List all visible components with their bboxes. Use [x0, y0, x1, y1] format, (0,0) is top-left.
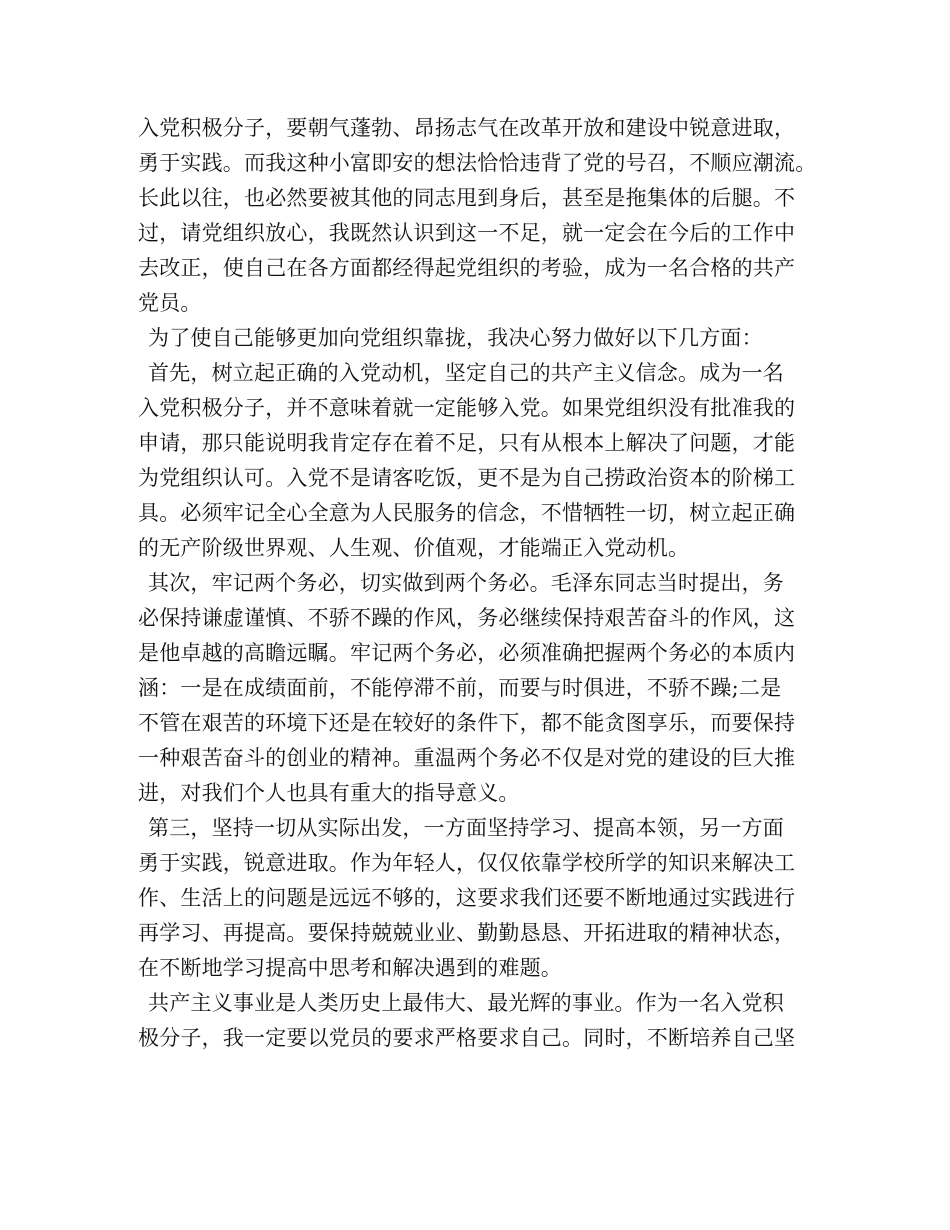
- text-line: 极分子，我一定要以党员的要求严格要求自己。同时，不断培养自己坚: [138, 1026, 796, 1050]
- text-line: 必保持谦虚谨慎、不骄不躁的作风，务必继续保持艰苦奋斗的作风，这: [138, 606, 796, 630]
- text-line: 作、生活上的问题是远远不够的，这要求我们还要不断地通过实践进行: [138, 886, 796, 910]
- text-line: 在不断地学习提高中思考和解决遇到的难题。: [138, 956, 562, 980]
- text-line: 共产主义事业是人类历史上最伟大、最光辉的事业。作为一名入党积: [148, 991, 784, 1015]
- text-line: 进，对我们个人也具有重大的指导意义。: [138, 781, 520, 805]
- text-line: 具。必须牢记全心全意为人民服务的信念，不惜牺牲一切，树立起正确: [138, 501, 796, 525]
- text-line: 党员。: [138, 291, 202, 315]
- text-line: 长此以往，也必然要被其他的同志甩到身后，甚至是拖集体的后腿。不: [138, 186, 796, 210]
- text-line: 入党积极分子，并不意味着就一定能够入党。如果党组织没有批准我的: [138, 396, 796, 420]
- text-line: 去改正，使自己在各方面都经得起党组织的考验，成为一名合格的共产: [138, 256, 796, 280]
- text-line: 勇于实践，锐意进取。作为年轻人，仅仅依靠学校所学的知识来解决工: [138, 851, 796, 875]
- text-line: 其次，牢记两个务必，切实做到两个务必。毛泽东同志当时提出，务: [148, 571, 784, 595]
- text-line: 过，请党组织放心，我既然认识到这一不足，就一定会在今后的工作中: [138, 221, 796, 245]
- text-line: 的无产阶级世界观、人生观、价值观，才能端正入党动机。: [138, 536, 690, 560]
- text-line: 再学习、再提高。要保持兢兢业业、勤勤恳恳、开拓进取的精神状态，: [138, 921, 796, 945]
- text-line: 是他卓越的高瞻远瞩。牢记两个务必，必须准确把握两个务必的本质内: [138, 641, 796, 665]
- text-line: 为了使自己能够更加向党组织靠拢，我决心努力做好以下几方面：: [148, 326, 763, 350]
- text-line: 涵：一是在成绩面前，不能停滞不前，而要与时俱进，不骄不躁;二是: [138, 676, 782, 700]
- text-line: 首先，树立起正确的入党动机，坚定自己的共产主义信念。成为一名: [148, 361, 784, 385]
- text-line: 一种艰苦奋斗的创业的精神。重温两个务必不仅是对党的建设的巨大推: [138, 746, 796, 770]
- text-line: 申请，那只能说明我肯定存在着不足，只有从根本上解决了问题，才能: [138, 431, 796, 455]
- document-body: [138, 111, 818, 1056]
- text-line: 第三，坚持一切从实际出发，一方面坚持学习、提高本领，另一方面: [148, 816, 784, 840]
- text-line: 为党组织认可。入党不是请客吃饭，更不是为自己捞政治资本的阶梯工: [138, 466, 796, 490]
- text-line: 入党积极分子，要朝气蓬勃、昂扬志气在改革开放和建设中锐意进取，: [138, 116, 796, 140]
- text-line: 勇于实践。而我这种小富即安的想法恰恰违背了党的号召，不顺应潮流。: [138, 151, 817, 175]
- text-line: 不管在艰苦的环境下还是在较好的条件下，都不能贪图享乐，而要保持: [138, 711, 796, 735]
